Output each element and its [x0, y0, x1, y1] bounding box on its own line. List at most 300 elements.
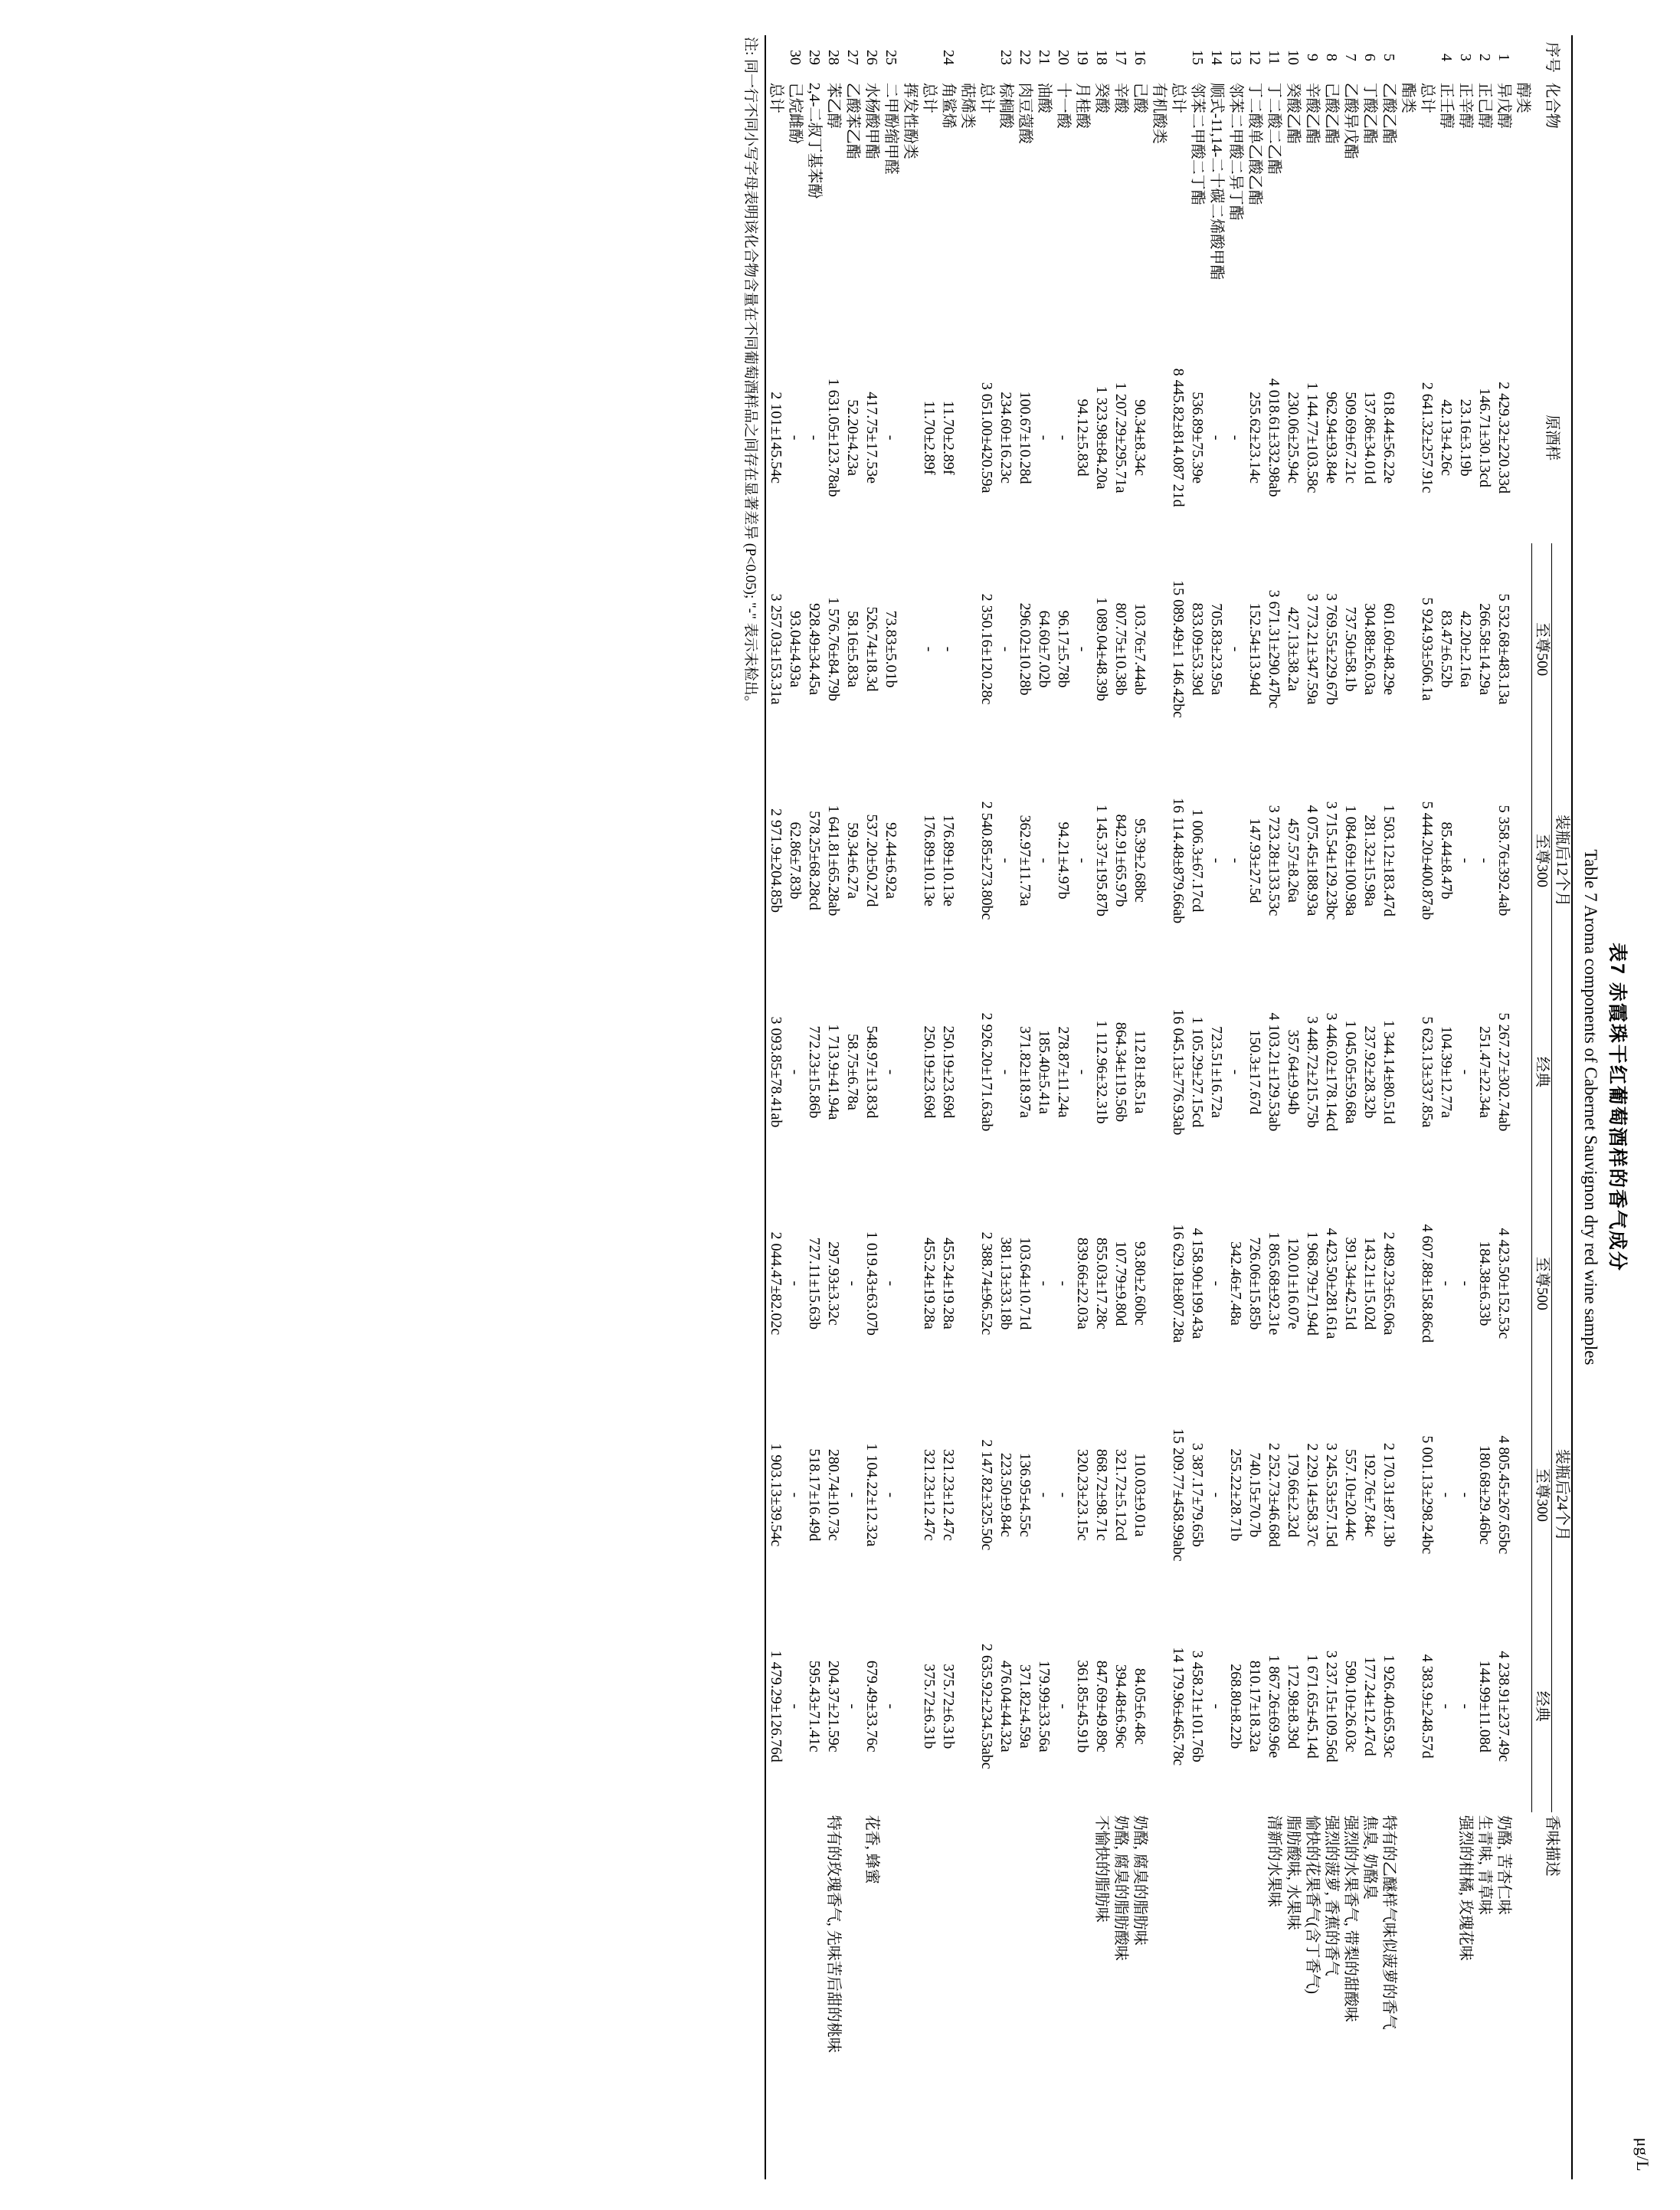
cell-24m-300: 5 001.13±298.24bc	[1418, 1435, 1436, 1555]
header-24m-500: 至尊500	[1532, 1178, 1552, 1389]
cell-desc: 奶酪, 苦杏仁味	[1495, 1815, 1512, 1915]
cell-12m-300: 5 444.20±400.87ab	[1418, 801, 1436, 920]
cell-raw: 42.13±4.26c	[1437, 399, 1455, 477]
cell-24m-classic: 394.48±6.96c	[1112, 1664, 1129, 1749]
table-row	[765, 35, 785, 2179]
cell-desc	[938, 1812, 958, 2179]
cell-raw: 137.86±34.01d	[1361, 391, 1378, 484]
cell-desc: 愉快的花果香气(含丁香气)	[1303, 1815, 1321, 1995]
cell-empty	[1513, 1178, 1532, 1389]
cell-12m-300: 457.57±8.26a	[1284, 818, 1302, 903]
table-section-row	[958, 35, 977, 2179]
cell-raw: -	[1035, 434, 1053, 441]
cell-no	[977, 35, 996, 80]
cell-24m-300: 1 104.22±12.32a	[863, 1443, 880, 1547]
cell-24m-500: 1 865.68±92.31e	[1265, 1231, 1282, 1336]
cell-24m-300: -	[1207, 1492, 1225, 1498]
cell-24m-300: 255.22±28.71b	[1226, 1448, 1244, 1542]
cell-12m-classic: 1 713.9±41.94a	[824, 1024, 842, 1120]
cell-compound: 油酸	[1035, 82, 1053, 113]
table-row	[1456, 35, 1475, 2179]
cell-24m-300: 280.74±10.73c	[824, 1448, 842, 1541]
cell-desc	[1436, 1812, 1456, 2179]
table-section-row	[1149, 35, 1168, 2179]
cell-12m-300: -	[1475, 857, 1493, 864]
cell-24m-300: -	[786, 1492, 804, 1498]
cell-12m-classic: 150.3±17.67d	[1246, 1029, 1263, 1115]
table-row	[1302, 35, 1321, 2179]
cell-24m-500: 143.21±15.02d	[1361, 1237, 1378, 1330]
cell-24m-300: -	[1035, 1492, 1053, 1498]
cell-24m-classic: 14 179.96±465.78c	[1169, 1647, 1187, 1766]
cell-empty	[958, 966, 977, 1178]
table-row	[1475, 35, 1494, 2179]
cell-12m-300: 3 715.54±129.23bc	[1322, 801, 1340, 920]
cell-24m-300: 740.15±70.7b	[1246, 1452, 1263, 1538]
cell-12m-500: 3 257.03±153.31a	[765, 543, 785, 755]
table-row	[881, 35, 900, 2179]
cell-12m-classic: 5 623.13±337.85a	[1418, 1016, 1436, 1128]
cell-12m-500: 152.54±13.94d	[1246, 602, 1263, 696]
cell-12m-300: -	[997, 857, 1014, 864]
cell-no: 30	[786, 49, 804, 65]
cell-12m-500: -	[939, 646, 957, 652]
cell-24m-500: 381.13±33.18b	[997, 1237, 1014, 1330]
cell-24m-300: 3 245.53±57.15d	[1322, 1442, 1340, 1547]
cell-24m-classic: 177.24±12.47cd	[1361, 1656, 1378, 1756]
cell-12m-classic: 3 446.02±178.14cd	[1322, 1012, 1340, 1132]
cell-raw: 100.67±10.28d	[1016, 391, 1033, 484]
cell-12m-300: 1 145.37±195.87b	[1092, 805, 1110, 916]
cell-empty	[958, 755, 977, 966]
cell-no: 23	[997, 49, 1014, 65]
cell-12m-500: 42.20±2.16a	[1456, 611, 1474, 687]
cell-desc	[977, 1812, 996, 2179]
cell-raw: 3 051.00±420.59a	[978, 382, 995, 493]
header-desc: 香味描述	[1532, 1812, 1573, 2179]
table-row	[1073, 35, 1092, 2179]
cell-no: 2	[1475, 53, 1493, 61]
cell-no: 19	[1073, 49, 1091, 65]
cell-desc: 强烈的菠萝, 香蕉的香气	[1322, 1815, 1340, 1976]
table-row	[938, 35, 958, 2179]
table-row	[1321, 35, 1341, 2179]
cell-raw: 2 101±145.54c	[765, 332, 785, 543]
cell-24m-classic: -	[882, 1703, 899, 1710]
cell-compound: 角鲨烯	[939, 82, 957, 129]
table-title-cn: 表7 赤霞珠干红葡萄酒样的香气成分	[1606, 943, 1628, 1272]
cell-empty	[1513, 1389, 1532, 1601]
table-row	[1360, 35, 1379, 2179]
cell-empty	[1149, 1178, 1168, 1389]
cell-12m-classic: 112.81±8.51a	[1131, 1030, 1148, 1114]
cell-desc	[1168, 1812, 1187, 2179]
cell-desc	[1245, 1812, 1264, 2179]
cell-12m-500: 5 924.93±506.1a	[1418, 597, 1436, 701]
cell-12m-500: 1 089.04±48.39b	[1092, 597, 1110, 702]
cell-raw: 234.60±16.23c	[997, 392, 1014, 484]
table-row	[804, 35, 824, 2179]
cell-raw: 90.34±8.34c	[1131, 399, 1148, 477]
header-24m-300: 至尊300	[1532, 1389, 1552, 1601]
cell-24m-500: 4 423.50±281.61a	[1322, 1228, 1340, 1339]
table-row	[1341, 35, 1360, 2179]
cell-12m-500: 3 769.55±229.67b	[1322, 593, 1340, 706]
cell-24m-classic: 1 867.26±69.96e	[1265, 1654, 1282, 1759]
cell-no: 28	[824, 49, 842, 65]
header-24m-classic: 经典	[1532, 1601, 1552, 1812]
cell-12m-classic: 1 105.29±27.15cd	[1188, 1016, 1206, 1128]
cell-desc	[900, 1812, 919, 2179]
cell-24m-classic: -	[1054, 1703, 1072, 1710]
cell-12m-300: 95.39±2.68bc	[1131, 818, 1148, 903]
cell-desc	[1207, 1812, 1226, 2179]
cell-raw: 146.71±30.13cd	[1475, 388, 1493, 488]
table-footnote: 注: 同一行不同小写字母表明该化合物含量在不同葡萄酒样品之间存在显著差异 (P<0.05); "-" 表示未检出。	[742, 37, 758, 710]
cell-desc	[1187, 1812, 1207, 2179]
cell-empty	[1149, 1389, 1168, 1601]
table-row	[1092, 35, 1111, 2179]
cell-12m-300: 3 723.28±133.53c	[1265, 805, 1282, 916]
cell-empty	[900, 966, 919, 1178]
cell-12m-classic: 2 926.20±171.63ab	[978, 1012, 995, 1132]
cell-12m-500: 103.76±7.44ab	[1131, 603, 1148, 695]
table-row	[977, 35, 996, 2179]
table-row	[1187, 35, 1207, 2179]
cell-12m-500: 266.58±14.29a	[1475, 603, 1493, 695]
cell-empty	[1149, 755, 1168, 966]
cell-24m-300: 2 229.14±58.37c	[1303, 1443, 1321, 1547]
cell-12m-300: 176.89±10.13e	[920, 815, 938, 907]
cell-12m-300: 94.21±4.97b	[1054, 821, 1072, 900]
cell-raw: 2 641.32±257.91c	[1418, 382, 1436, 493]
cell-desc	[804, 1812, 824, 2179]
cell-24m-300: 1 903.13±39.54c	[765, 1389, 785, 1601]
header-12m-300: 至尊300	[1532, 755, 1552, 966]
cell-desc	[1149, 1812, 1168, 2179]
cell-24m-classic: 375.72±6.31b	[939, 1664, 957, 1749]
cell-12m-300: 147.93±27.5d	[1246, 818, 1263, 903]
section-label: 挥发性酚类	[901, 82, 919, 159]
section-label: 有机酸类	[1150, 82, 1167, 144]
cell-no: 20	[1054, 49, 1072, 65]
cell-no: 27	[843, 49, 861, 65]
cell-24m-500: 107.79±9.80d	[1112, 1241, 1129, 1326]
cell-24m-500: 727.11±15.63b	[805, 1237, 823, 1330]
cell-empty	[958, 1601, 977, 1812]
cell-12m-300: 1 006.3±67.17cd	[1188, 808, 1206, 913]
cell-compound: 异戊醇	[1495, 82, 1512, 129]
cell-empty	[1398, 966, 1417, 1178]
cell-desc: 特有的玫瑰香气, 先味苦后甜的桃味	[824, 1815, 842, 2053]
cell-empty	[1513, 755, 1532, 966]
cell-24m-classic: -	[786, 1703, 804, 1710]
cell-raw: 11.70±2.89f	[939, 400, 957, 475]
cell-no	[1149, 35, 1168, 80]
header-12m-classic: 经典	[1532, 966, 1552, 1178]
cell-no: 7	[1341, 53, 1359, 61]
cell-empty	[1513, 966, 1532, 1178]
cell-24m-500: 4 158.90±199.43a	[1188, 1228, 1206, 1339]
cell-raw: 23.16±3.19b	[1456, 398, 1474, 477]
cell-no	[1417, 35, 1436, 80]
cell-24m-classic: 4 238.91±237.49c	[1495, 1651, 1512, 1762]
cell-24m-300: 15 209.77±458.99abc	[1169, 1428, 1187, 1562]
cell-24m-500: -	[1035, 1280, 1053, 1287]
cell-12m-300: 5 358.76±392.4ab	[1495, 805, 1512, 916]
cell-24m-classic: 476.04±44.32a	[997, 1660, 1014, 1753]
cell-12m-classic: -	[997, 1069, 1014, 1075]
cell-12m-300: -	[1073, 857, 1091, 864]
table-row	[1111, 35, 1130, 2179]
cell-12m-300: 2 971.9±204.85b	[765, 755, 785, 966]
cell-empty	[1398, 1389, 1417, 1601]
cell-raw: -	[1054, 434, 1072, 441]
cell-24m-300: 180.68±29.46bc	[1475, 1444, 1493, 1545]
cell-12m-classic: 1 112.96±32.31b	[1092, 1020, 1110, 1124]
cell-12m-300: -	[1456, 857, 1474, 864]
cell-12m-500: 427.13±38.2a	[1284, 607, 1302, 691]
cell-desc: 奶酪, 腐臭的脂肪味	[1131, 1815, 1148, 1946]
cell-24m-300: 3 387.17±79.65b	[1188, 1442, 1206, 1547]
cell-12m-500: 3 773.21±347.59a	[1303, 593, 1321, 705]
cell-24m-500: 391.34±42.51d	[1341, 1237, 1359, 1330]
cell-desc	[1053, 1812, 1073, 2179]
cell-desc: 生青味, 青草味	[1475, 1815, 1493, 1915]
cell-24m-500: 855.03±17.28c	[1092, 1237, 1110, 1330]
cell-empty	[958, 1389, 977, 1601]
cell-no	[765, 35, 785, 80]
cell-12m-500: 807.75±10.38b	[1112, 602, 1129, 696]
cell-no	[1513, 35, 1532, 80]
cell-24m-classic: 179.99±33.56a	[1035, 1660, 1053, 1753]
cell-24m-classic: -	[1456, 1703, 1474, 1710]
cell-raw: -	[786, 434, 804, 441]
cell-raw: 1 323.98±84.20a	[1092, 385, 1110, 490]
cell-compound: 十一酸	[1054, 82, 1072, 129]
cell-desc	[958, 1812, 977, 2179]
cell-12m-classic: -	[786, 1069, 804, 1075]
cell-12m-classic: 357.64±9.94b	[1284, 1029, 1302, 1115]
cell-12m-classic: 104.39±12.77a	[1437, 1026, 1455, 1118]
cell-no: 16	[1131, 49, 1148, 65]
cell-raw: 52.20±4.23a	[843, 399, 861, 477]
cell-compound: 乙酸乙酯	[1380, 82, 1397, 144]
header-no: 序号	[1532, 35, 1573, 80]
table-section-row	[1398, 35, 1417, 2179]
table-row	[1264, 35, 1283, 2179]
cell-compound: 苯乙醇	[824, 82, 842, 129]
cell-compound: 丁酸乙酯	[1361, 82, 1378, 144]
cell-12m-500: 526.74±18.3d	[863, 606, 880, 692]
cell-desc	[881, 1812, 900, 2179]
table-title-en: Table 7 Aroma components of Cabernet Sauvignon dry red wine samples	[1580, 849, 1600, 1366]
cell-compound: 癸酸乙酯	[1284, 82, 1302, 144]
cell-24m-500: 2 489.23±65.06a	[1380, 1231, 1397, 1336]
cell-desc	[1034, 1812, 1053, 2179]
header-group-12months: 装瓶后12个月	[1552, 543, 1573, 1178]
cell-24m-500: -	[1054, 1280, 1072, 1287]
cell-raw: 1 144.77±103.58c	[1303, 382, 1321, 493]
cell-12m-classic: 1 344.14±80.51d	[1380, 1019, 1397, 1124]
cell-24m-300: 321.23±12.47c	[920, 1448, 938, 1541]
cell-empty	[958, 1178, 977, 1389]
cell-compound: 己酸乙酯	[1322, 82, 1340, 144]
cell-desc	[785, 1812, 804, 2179]
unit-label: μg/L	[1633, 2137, 1652, 2172]
cell-compound: 正己醇	[1475, 82, 1493, 129]
table-row	[1226, 35, 1245, 2179]
cell-desc	[1015, 1812, 1034, 2179]
cell-24m-classic: 1 671.65±45.14d	[1303, 1654, 1321, 1759]
cell-compound: 2,4-二叔丁基苯酚	[805, 82, 823, 199]
cell-12m-classic: 371.82±18.97a	[1016, 1026, 1033, 1118]
cell-raw: 8 445.82±814.087 21d	[1169, 368, 1187, 507]
cell-compound: 癸酸	[1092, 82, 1110, 113]
cell-24m-500: 2 388.74±96.52c	[978, 1231, 995, 1336]
cell-12m-500: 96.17±5.78b	[1054, 610, 1072, 688]
cell-empty	[1398, 1178, 1417, 1389]
cell-24m-500: 16 629.18±807.28a	[1169, 1224, 1187, 1343]
cell-compound: 丁二酸单乙酸乙酯	[1246, 82, 1263, 205]
cell-24m-300: 557.10±20.44c	[1341, 1448, 1359, 1541]
table-row	[785, 35, 804, 2179]
cell-12m-300: 62.86±7.83b	[786, 821, 804, 900]
cell-12m-300: 362.97±11.73a	[1016, 815, 1033, 907]
cell-24m-500: 455.24±19.28a	[920, 1237, 938, 1330]
cell-empty	[1513, 543, 1532, 755]
cell-compound: 总计	[920, 82, 938, 113]
cell-24m-300: -	[1456, 1492, 1474, 1498]
cell-24m-300: 320.23±23.15c	[1073, 1448, 1091, 1541]
aroma-components-table	[765, 35, 1574, 2179]
cell-24m-500: 297.93±3.32c	[824, 1241, 842, 1326]
cell-12m-classic: 237.92±28.32b	[1361, 1025, 1378, 1119]
cell-empty	[1398, 332, 1417, 543]
cell-12m-500: 83.47±6.52b	[1437, 610, 1455, 688]
header-raw: 原酒样	[1532, 332, 1573, 543]
cell-no: 22	[1016, 49, 1033, 65]
cell-empty	[1149, 332, 1168, 543]
table-row	[1207, 35, 1226, 2179]
cell-compound: 总计	[1418, 82, 1436, 113]
cell-compound: 邻苯二甲酸二异丁酯	[1226, 82, 1244, 221]
cell-raw: 4 018.61±332.98ab	[1265, 378, 1282, 497]
cell-12m-classic: 3 093.85±78.41ab	[765, 966, 785, 1178]
cell-desc: 清新的水果味	[1265, 1815, 1282, 1907]
table-body	[765, 35, 1532, 2179]
cell-desc: 特有的乙醚样气味似菠萝的香气	[1380, 1815, 1397, 2030]
cell-desc	[1226, 1812, 1245, 2179]
cell-12m-classic: 250.19±23.69d	[939, 1025, 957, 1119]
cell-12m-300: -	[1035, 857, 1053, 864]
table-row	[843, 35, 862, 2179]
cell-24m-500: -	[786, 1280, 804, 1287]
cell-no	[919, 35, 938, 80]
cell-12m-500: -	[997, 646, 1014, 652]
cell-24m-classic: 204.37±21.59c	[824, 1660, 842, 1753]
table-row	[1168, 35, 1187, 2179]
cell-12m-500: 296.02±10.28b	[1016, 602, 1033, 696]
table-title-block	[1577, 35, 1631, 2179]
table-row	[1436, 35, 1456, 2179]
table-row	[1034, 35, 1053, 2179]
cell-12m-classic: 723.51±16.72a	[1207, 1026, 1225, 1118]
cell-12m-300: -	[1226, 857, 1244, 864]
cell-compound: 棕榈酸	[997, 82, 1014, 129]
cell-12m-300: 1 084.69±100.98a	[1341, 805, 1359, 916]
cell-12m-500: 833.09±53.39d	[1188, 602, 1206, 696]
cell-desc: 强烈的柑橘, 玫瑰花味	[1456, 1815, 1474, 1961]
cell-raw: 536.89±75.39e	[1188, 392, 1206, 484]
cell-empty	[900, 755, 919, 966]
cell-24m-300: 321.23±12.47c	[939, 1448, 957, 1541]
cell-24m-500: 839.66±22.03a	[1073, 1237, 1091, 1330]
cell-empty	[1149, 1601, 1168, 1812]
cell-desc	[996, 1812, 1015, 2179]
cell-compound: 辛酸	[1112, 82, 1129, 113]
cell-24m-300: 110.03±9.01a	[1131, 1453, 1148, 1537]
cell-12m-classic: 278.87±11.24a	[1054, 1026, 1072, 1118]
cell-no: 18	[1092, 49, 1110, 65]
cell-raw: 509.69±67.21c	[1341, 392, 1359, 484]
cell-compound: 乙酸异戊酯	[1341, 82, 1359, 159]
cell-no: 17	[1112, 49, 1129, 65]
cell-desc: 花香, 蜂蜜	[863, 1815, 880, 1884]
cell-12m-classic: 4 103.21±129.53ab	[1265, 1012, 1282, 1132]
table-row	[824, 35, 843, 2179]
cell-12m-500: 64.60±7.02b	[1035, 610, 1053, 688]
cell-12m-classic: 5 267.27±302.74ab	[1495, 1012, 1512, 1132]
cell-12m-500: 705.83±23.95a	[1207, 603, 1225, 695]
table-row	[862, 35, 881, 2179]
cell-12m-classic: -	[882, 1069, 899, 1075]
cell-24m-classic: 361.85±45.91b	[1073, 1660, 1091, 1753]
cell-desc: 脂肪酸味, 水果味	[1284, 1815, 1302, 1930]
cell-raw: -	[1226, 434, 1244, 441]
cell-24m-500: -	[843, 1280, 861, 1287]
cell-12m-300: 281.32±15.98a	[1361, 815, 1378, 907]
table-row	[1015, 35, 1034, 2179]
cell-no: 3	[1456, 53, 1474, 61]
cell-12m-classic: 185.40±5.41a	[1035, 1030, 1053, 1114]
cell-24m-classic: 810.17±18.32a	[1246, 1660, 1263, 1753]
cell-24m-500: 342.46±7.48a	[1226, 1241, 1244, 1326]
cell-desc	[843, 1812, 862, 2179]
cell-24m-300: 192.76±7.84c	[1361, 1452, 1378, 1537]
cell-no	[958, 35, 977, 80]
section-label: 萜烯类	[958, 82, 976, 129]
cell-compound: 辛酸乙酯	[1303, 82, 1321, 144]
cell-raw: -	[882, 434, 899, 441]
cell-12m-classic: 3 448.72±215.75b	[1303, 1015, 1321, 1128]
cell-empty	[1398, 543, 1417, 755]
cell-12m-500: -	[1226, 646, 1244, 652]
table-row	[1130, 35, 1149, 2179]
cell-no: 26	[863, 49, 880, 65]
cell-raw: -	[805, 434, 823, 441]
cell-24m-300: 868.72±98.71c	[1092, 1448, 1110, 1541]
table-row	[919, 35, 938, 2179]
cell-no: 10	[1284, 49, 1302, 65]
cell-24m-classic: -	[1207, 1703, 1225, 1710]
cell-24m-classic: 590.10±26.03c	[1341, 1660, 1359, 1753]
cell-12m-classic: -	[1073, 1069, 1091, 1075]
cell-raw: 962.94±93.84e	[1322, 392, 1340, 484]
cell-24m-300: 2 252.73±46.68d	[1265, 1442, 1282, 1547]
cell-no	[900, 35, 919, 80]
cell-empty	[1149, 966, 1168, 1178]
